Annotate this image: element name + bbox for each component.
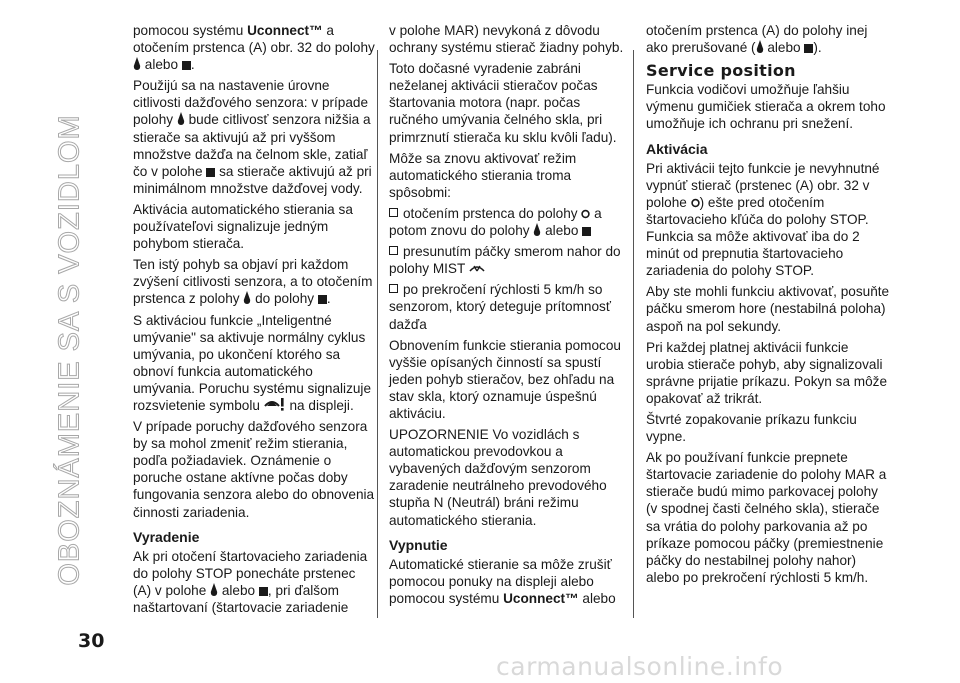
- paragraph: pomocou systému Uconnect™ a otočením prstenca (A) obr. 32 do polohy alebo .: [133, 23, 375, 73]
- list-item: po prekročení rýchlosti 5 km/h so senzorom, ktorý deteguje prítomnosť dažďa: [389, 282, 611, 332]
- high-sensitivity-icon: [582, 225, 591, 236]
- high-sensitivity-icon: [259, 585, 268, 596]
- paragraph: Môže sa znovu aktivovať režim automatického stierania troma spôsobmi:: [389, 150, 577, 200]
- column-divider: [633, 50, 634, 618]
- bullet-icon: [389, 208, 398, 217]
- paragraph: Aktivácia automatického stierania sa používateľovi signalizuje jedným pohybom stierača.: [133, 201, 353, 252]
- list-item: otočením prstenca do polohy a potom znovu do polohy alebo: [389, 205, 602, 239]
- subheading: Aktivácia: [646, 140, 708, 157]
- paragraph: otočením prstenca (A) do polohy inej ako prerušované ( alebo ).: [646, 23, 868, 56]
- section-title: Service position: [646, 61, 796, 81]
- paragraph: Štvrté zopakovanie príkazu funkciu vypne.: [646, 411, 857, 445]
- paragraph: V prípade poruchy dažďového senzora by sa mohol zmeniť režim stierania, podľa požiadaviek. Oznámenie o poruche ostane aktívne počas doby fungovania senzora alebo do obnovenia činnosti zariadenia.: [133, 419, 375, 520]
- off-position-icon: [691, 197, 700, 208]
- rain-sensor-fault-icon: [264, 398, 286, 411]
- paragraph: S aktiváciou funkcie „Inteligentné umývanie" sa aktivuje normálny cyklus umývania, po ukončení ktorého sa obnoví funkcia automatického umývania. Poruchu systému signalizuje rozsvietenie symbolu na displeji.: [133, 312, 372, 413]
- page-number: 30: [78, 630, 105, 652]
- low-sensitivity-icon: [177, 112, 185, 125]
- paragraph: Použijú sa na nastavenie úrovne citlivosti dažďového senzora: v prípade polohy bude citlivosť senzora nižšia a stierače sa aktivujú až pri vyššom množstve dažďa na čelnom skle, zatiaľ čo v polohe sa stierače aktivujú až pri minimálnom množstve dažďovej vody.: [133, 78, 372, 196]
- paragraph: Obnovením funkcie stierania pomocou vyššie opísaných činností sa spustí jeden pohyb stieračov, bez ohľadu na stav skla, ktorý oznamuje úspešnú aktiváciu.: [389, 337, 621, 421]
- paragraph: Toto dočasné vyradenie zabráni neželanej aktivácii stieračov počas štartovania motora (napr. počas ručného umývania čelného skla, pri primrznutí stierača ku sklu kvôli ľadu).: [389, 61, 617, 145]
- paragraph: v polohe MAR) nevykoná z dôvodu ochrany systému stierač žiadny pohyb.: [389, 23, 624, 56]
- subheading: Vyradenie: [133, 528, 200, 545]
- bullet-icon: [389, 284, 398, 293]
- paragraph: Ak po používaní funkcie prepnete štartovacie zariadenie do polohy MAR a stierače budú mimo parkovacej polohy (v spodnej časti čelného skla), stierače sa vrátia do polohy parkovania až po príkaze pomocou páčky (premiestnenie páčky do nestabilnej polohy nahor) alebo po prekročení rýchlosti 5 km/h.: [646, 450, 887, 585]
- high-sensitivity-icon: [182, 59, 191, 70]
- low-sensitivity-icon: [133, 57, 141, 70]
- list-item: presunutím páčky smerom nahor do polohy MIST: [389, 244, 621, 277]
- low-sensitivity-icon: [210, 583, 218, 596]
- off-position-icon: [581, 208, 590, 219]
- side-chapter-title: OBOZNÁMENIE SA S VOZIDLOM: [53, 114, 86, 586]
- text-column-2: [389, 22, 633, 611]
- low-sensitivity-icon: [756, 40, 764, 53]
- paragraph: Pri každej platnej aktivácii funkcie urobia stierače pohyb, aby signalizovali správne prijatie príkazu. Pokyn sa môže opakovať až trikrát.: [646, 339, 888, 406]
- subheading: Vypnutie: [389, 536, 448, 553]
- text-column-1: [133, 22, 377, 620]
- column-divider: [377, 50, 378, 618]
- paragraph: Funkcia vodičovi umožňuje ľahšiu výmenu gumičiek stierača a okrem toho umožňuje ich ochranu pri snežení.: [646, 82, 886, 132]
- high-sensitivity-icon: [318, 293, 327, 304]
- paragraph: Ak pri otočení štartovacieho zariadenia do polohy STOP ponecháte prstenec (A) v polohe alebo , pri ďalšom naštartovaní (štartovacie zariadenie: [133, 548, 368, 615]
- paragraph: UPOZORNENIE Vo vozidlách s automatickou prevodovkou a vybavených dažďovým senzorom zaradenie neutrálneho prevodového stupňa N (Neutrál) bráni režimu automatického stierania.: [389, 427, 607, 528]
- bullet-icon: [389, 246, 398, 255]
- watermark: carmanualsonline.info: [496, 652, 784, 681]
- paragraph: Ten istý pohyb sa objaví pri každom zvýšení citlivosti senzora, a to otočením prstenca z polohy do polohy .: [133, 257, 373, 307]
- paragraph: Pri aktivácii tejto funkcie je nevyhnutné vypnúť stierač (prstenec (A) obr. 32 v polohe ) ešte pred otočením štartovacieho kľúča do polohy STOP. Funkcia sa môže aktivovať iba do 2 minút od prepnutia štartovacieho zariadenia do polohy STOP.: [646, 160, 880, 279]
- paragraph: Aby ste mohli funkciu aktivovať, posuňte páčku smerom hore (nestabilná poloha) aspoň na pol sekundy.: [646, 284, 890, 334]
- high-sensitivity-icon: [206, 166, 215, 177]
- mist-wiper-icon: [469, 262, 485, 274]
- text-column-3: [646, 22, 890, 590]
- paragraph: Automatické stieranie sa môže zrušiť pomocou ponuky na displeji alebo pomocou systému Uconnect™ alebo: [389, 556, 616, 606]
